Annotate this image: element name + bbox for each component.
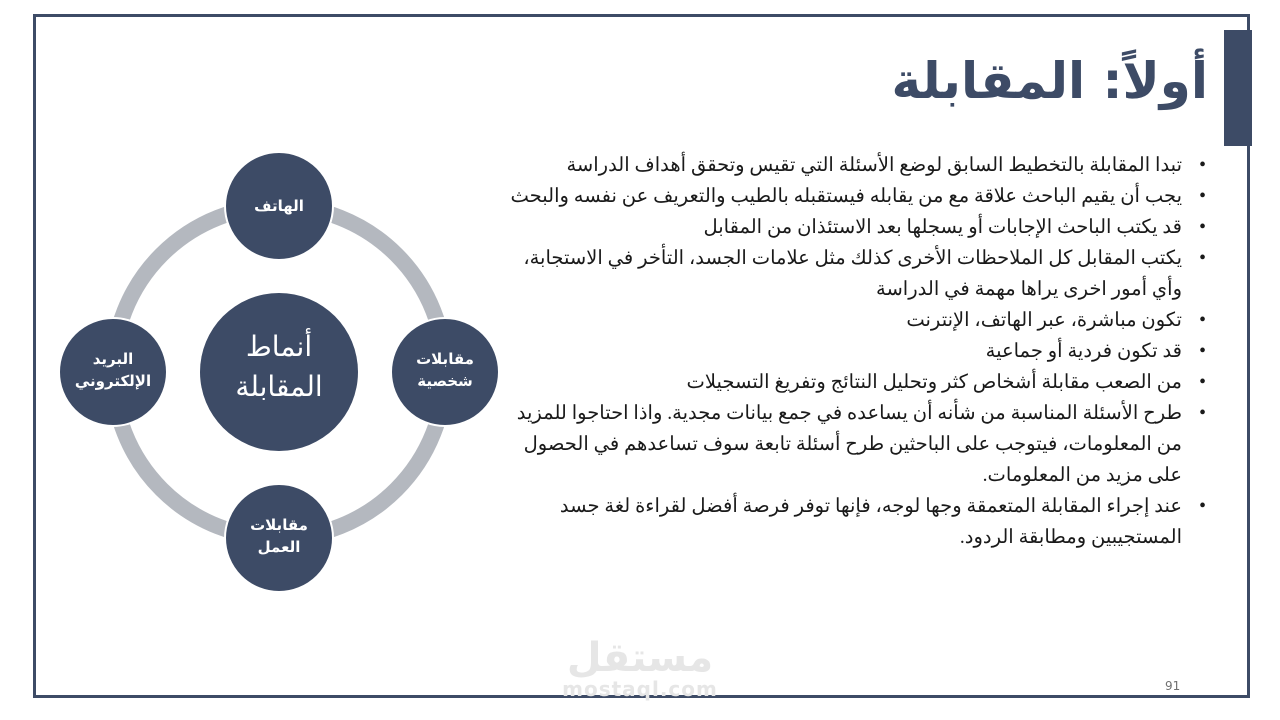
node-email [59,318,167,426]
bullet-item: • يكتب المقابل كل الملاحظات الأخرى كذلك مثل علامات الجسد، التأخر في الاستجابة، وأي أمور اخرى يراها مهمة في الدراسة [508,243,1208,305]
bullet-item: • من الصعب مقابلة أشخاص كثر وتحليل النتائج وتفريغ التسجيلات [508,367,1208,398]
bullet-item: • تبدا المقابلة بالتخطيط السابق لوضع الأسئلة التي تقيس وتحقق أهداف الدراسة [508,150,1208,181]
node-phone-label: الهاتف [254,197,304,215]
node-email-label-line-2: الإلكتروني [74,372,152,390]
bullet-list [508,150,1208,553]
bullet-item: • قد يكتب الباحث الإجابات أو يسجلها بعد الاستئذان من المقابل [508,212,1208,243]
watermark-arabic: مستقل [566,635,714,681]
center-label-line-1: أنماط [245,330,313,363]
watermark-latin: mostaql.com [562,677,718,701]
center-circle [200,293,358,451]
node-work-label-line-2: العمل [257,538,301,556]
bullet-item: • يجب أن يقيم الباحث علاقة مع من يقابله فيستقبله بالطيب والتعريف عن نفسه والبحث [508,181,1208,212]
node-work-interviews [225,484,333,592]
center-label-line-2: المقابلة [235,370,323,403]
bullet-item: • تكون مباشرة، عبر الهاتف، الإنترنت [508,305,1208,336]
node-phone [225,152,333,260]
bullet-item: • قد تكون فردية أو جماعية [508,336,1208,367]
node-personal-label-line-1: مقابلات [416,350,474,368]
page-number: 91 [1165,679,1181,693]
node-personal-label-line-2: شخصية [417,372,473,390]
slide-title: أولاً: المقابلة [891,52,1208,110]
bullet-item: • طرح الأسئلة المناسبة من شأنه أن يساعده في جمع بيانات مجدية. واذا احتاجوا للمزيد من المعلومات، فيتوجب على الباحثين طرح أسئلة تابعة سوف تساعدهم في الحصول على مزيد من المعلومات. [508,398,1208,491]
mostaql-watermark [560,635,720,701]
node-personal-interviews [391,318,499,426]
node-work-label-line-1: مقابلات [250,516,308,534]
node-email-label-line-1: البريد [92,350,134,368]
bullet-item: • عند إجراء المقابلة المتعمقة وجها لوجه، فإنها توفر فرصة أفضل لقراءة لغة جسد المستجيبين ومطابقة الردود. [508,491,1208,553]
